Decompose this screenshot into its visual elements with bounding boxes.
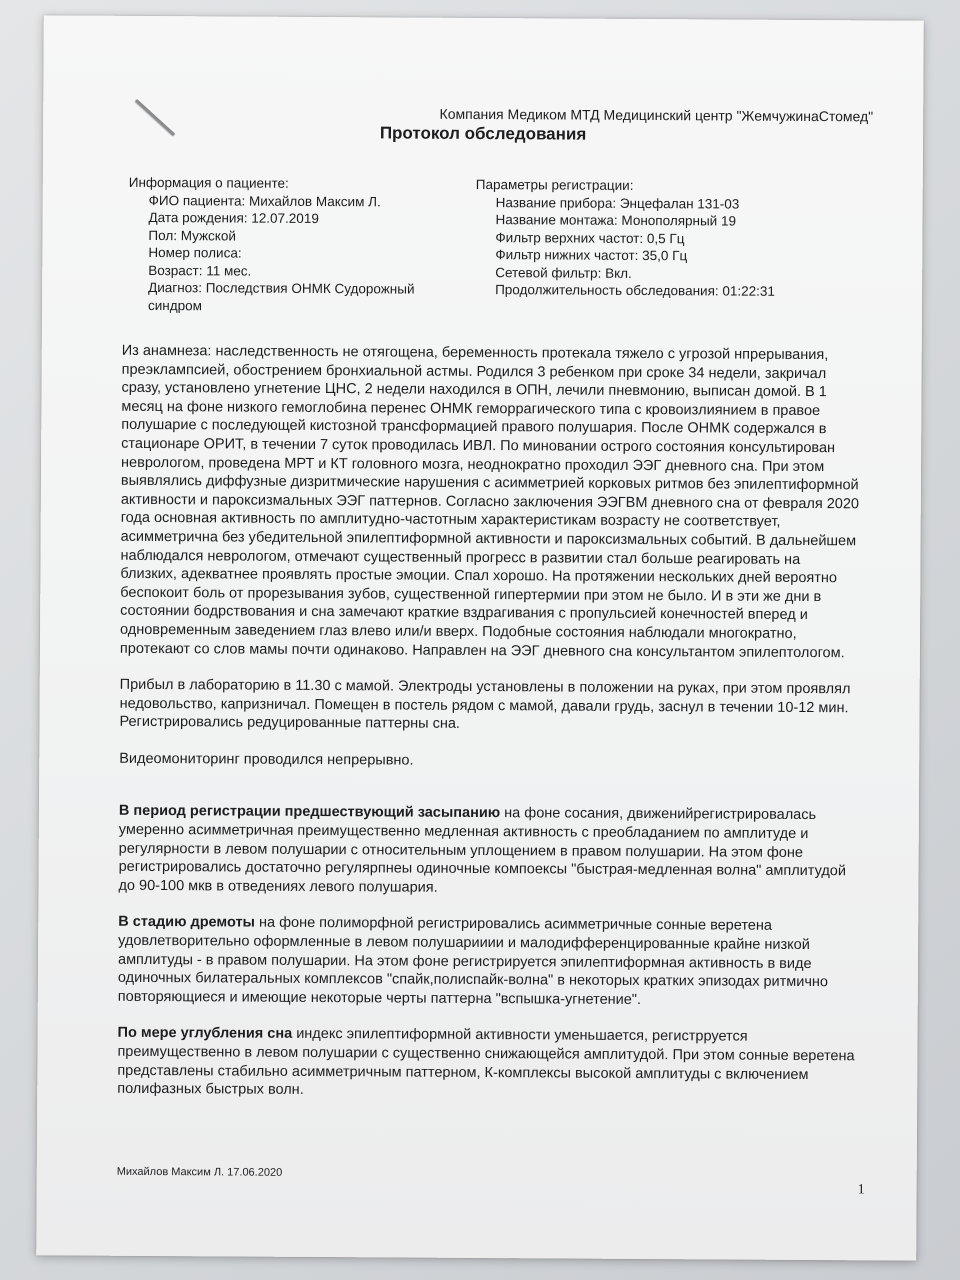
deep-sleep-paragraph — [117, 1024, 857, 1103]
pre-sleep-heading: В период регистрации предшествующий засыпанию — [118, 803, 501, 822]
deep-sleep-text: индекс эпилептиформной активности уменьшается, регистрруется преимущественно в левом полушарии с существенно снижающейся амплитудой. При этом сонные веретена представлены стабильно асимметричным паттерном, К-комплексы высокой амплитуды с включением полифазных быстрых волн. — [117, 1026, 855, 1099]
patient-info-heading: Информация о пациенте: — [128, 174, 289, 191]
footer-patient-date: Михайлов Максим Л. 17.06.2020 — [116, 1165, 283, 1179]
patient-info — [128, 174, 449, 316]
registration-heading: Параметры регистрации: — [475, 176, 634, 193]
document-page — [36, 15, 924, 1260]
page-number: 1 — [857, 1182, 865, 1198]
patient-diagnosis: Диагноз: Последствия ОНМК Судорожный синдром — [147, 279, 415, 313]
patient-sex: Пол: Мужской — [148, 227, 236, 244]
notch-filter: Сетевой фильтр: Вкл. — [495, 264, 632, 281]
registration-params — [475, 176, 896, 301]
arrival-paragraph: Прибыл в лабораторию в 11.30 с мамой. Электроды установлены в положении на руках, при этом проявлял недовольство, капризничал. Помещен в постель рядом с мамой, давали грудь, заснул в течении 10-12 мин. Регистрировались редуцированные паттерны сна. — [119, 676, 851, 733]
drowsy-paragraph — [118, 913, 859, 1010]
montage-name: Название монтажа: Монополярный 19 — [495, 212, 737, 229]
exam-duration: Продолжительность обследования: 01:22:31 — [495, 282, 776, 299]
device-name: Название прибора: Энцефалан 131-03 — [495, 194, 740, 212]
pre-sleep-paragraph — [118, 802, 859, 899]
drowsy-heading: В стадию дремоты — [118, 914, 256, 932]
patient-policy: Номер полиса: — [148, 244, 242, 261]
high-pass-filter: Фильтр верхних частот: 0,5 Гц — [495, 229, 685, 246]
video-paragraph: Видеомониторинг проводился непрерывно. — [119, 750, 414, 769]
patient-dob: Дата рождения: 12.07.2019 — [148, 209, 319, 227]
protocol-body — [117, 342, 862, 1121]
low-pass-filter: Фильтр нижних частот: 35,0 Гц — [495, 247, 688, 264]
drowsy-text: на фоне полиморфной регистрировались асимметричные сонные веретена удовлетворительно оформленные в левом полушарииии и малодифференцированные крайне низкой амплитуды - в правом полушарии. На этом фоне регистрируется эпилептиформная активность в виде одиночных билатеральных комплексов "спайк,полиспайк-волна" в некоторых кратких эпизодах ритмично повторяющиеся и имеющие некоторые черты паттерна "вспышка-угнетение". — [117, 915, 829, 1008]
patient-age: Возраст: 11 мес. — [148, 262, 252, 279]
deep-sleep-heading: По мере углубления сна — [117, 1025, 293, 1043]
patient-fio: ФИО пациента: Михайлов Максим Л. — [148, 192, 381, 209]
company-header: Компания Медиком МТД Медицинский центр "ЖемчужинаСтомед" — [439, 105, 874, 125]
anamnesis-paragraph: Из анамнеза: наследственность не отягощена, беременность протекала тяжело с угрозой нпрерывания, преэклампсией, обострением бронхиальной астмы. Родился 3 ребенком при сроке 34 недели, закричал сразу, установлено угнетение ЦНС, 2 недели находился в ОПН, лечили пневмонию, выписан домой. В 1 месяц на фоне низкого гемоглобина перенес ОНМК геморрагического типа с кровоизлиянием в правое полушарие с последующей кистозной трансформацией правого полушария. После ОНМК содержался в стационаре ОРИТ, в течении 7 суток проводилась ИВЛ. По миновании острого состояния консультирован неврологом, проведена МРТ и КТ головного мозга, неоднократно проходил ЭЭГ дневного сна. При этом выявлялись диффузные дизритмические нарушения с асимметрией корковых ритмов без эпилептиформной активности и пароксизмальных ЭЭГ паттернов. Согласно заключения ЭЭГВМ дневного сна от февраля 2020 года основная активность по амплитудно-частотным характеристикам возрасту не соответствует, асимметрична без убедительной эпилептиформной активности и пароксизмальных событий. В дальнейшем наблюдался неврологом, отмечают существенный прогресс в развитии стал больше реагировать на близких, адекватнее проявлять простые эмоции. Спал хорошо. На протяжении нескольких дней вероятно беспокоит боль от прорезывания зубов, существенной гипертермии при этом не было. И в эти же дни в состоянии бодрствования и сна замечают краткие вздрагивания с пропульсией конечностей вперед и одновременным заведением глаз влево или/и вверх. Подобные состояния наблюдали многократно, протекают со слов мамы почти одинаково. Направлен на ЭЭГ дневного сна консультантом эпилептологом. — [119, 342, 860, 661]
pre-sleep-text: на фоне сосания, движенийрегистрировалась умеренно асимметричная преимущественно медленная активность с преобладанием по амплитуде и регулярности в левом полушарии с относительным уплощением в правом полушарии. На этом фоне регистрировались достаточно регулярпнеы одиночные компоексы "быстрая-медленная волна" амплитудой до 90-100 мкв в отведениях левого полушария. — [118, 805, 847, 896]
document-title: Протокол обследования — [379, 123, 587, 144]
